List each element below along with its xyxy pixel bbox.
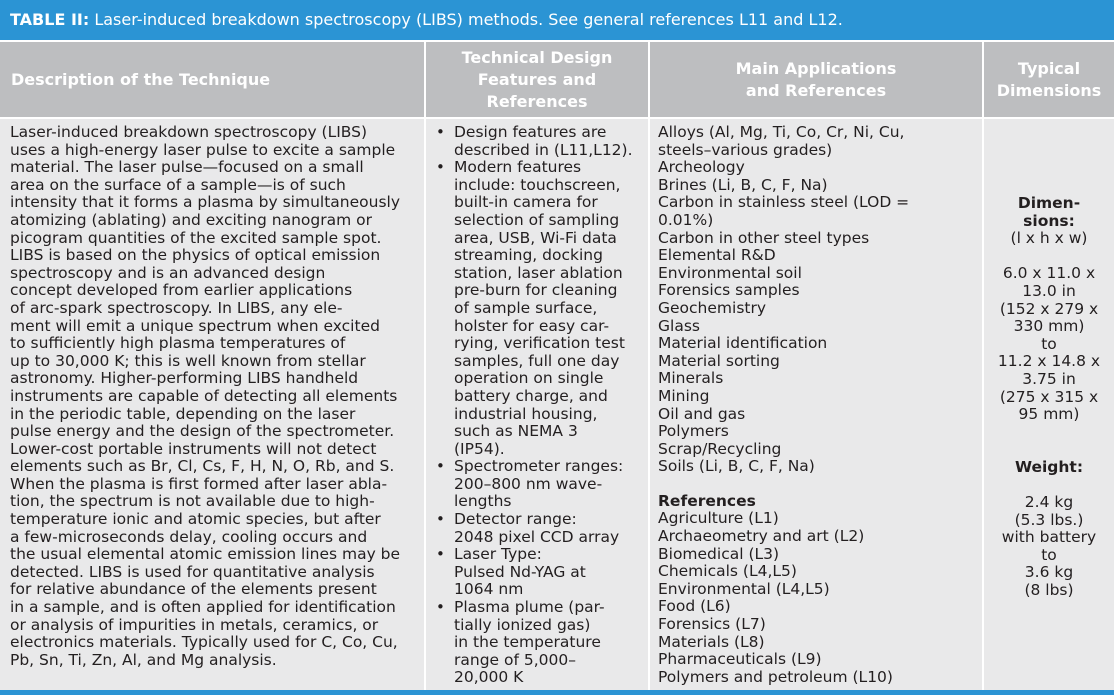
feature-line: Modern features [454,158,582,177]
weight-line: to [1041,545,1057,564]
description-line: LIBS is based on the physics of optical emission [10,246,381,265]
description-line: Laser-induced breakdown spectroscopy (LIBS) [10,123,368,141]
description-line: instruments are capable of detecting all elements [10,386,398,405]
description-line: tion, the spectrum is not available due to high- [10,492,375,511]
application-item: Material identification [658,334,828,353]
reference-item: Forensics (L7) [658,615,766,634]
feature-line: built-in camera for [454,193,598,212]
dimension-line: 95 mm) [1018,405,1080,424]
weight-line: (5.3 lbs.) [1014,510,1084,529]
application-item: steels–various grades) [658,140,833,159]
description-line: the usual elemental atomic emission lines may be [10,545,401,564]
bottom-rule [0,690,1114,695]
applications-list [658,124,978,476]
dimension-line: 13.0 in [1022,281,1076,300]
feature-line: station, laser ablation [454,263,623,282]
application-item: Carbon in stainless steel (LOD = [658,193,910,212]
description-line: or analysis of impurities in metals, ceramics, or [10,615,379,634]
dimensions-label: sions: [1023,211,1075,230]
description-line: When the plasma is first formed after laser abla- [10,474,388,493]
header-description-label: Description of the Technique [11,69,271,89]
feature-item [432,599,642,687]
application-item: Scrap/Recycling [658,439,782,458]
description-line: atomizing (ablating) and exciting nanogram or [10,210,372,229]
bullet-icon: • [436,598,445,617]
reference-item: Environmental (L4,L5) [658,579,830,598]
feature-line: Pulsed Nd-YAG at [454,562,586,581]
application-item: Oil and gas [658,404,746,423]
feature-line: area, USB, Wi-Fi data [454,228,617,247]
header-applications-line: and References [745,80,887,100]
weight-values [984,494,1114,600]
bullet-icon: • [436,457,445,476]
description-line: astronomy. Higher-performing LIBS handheld [10,369,359,388]
dimensions-cell [984,195,1114,600]
header-applications-label [736,58,897,102]
feature-line: Plasma plume (par- [454,598,605,617]
table-title-label: TABLE II: [10,10,90,29]
feature-line: selection of sampling [454,210,620,229]
bullet-icon: • [436,158,445,177]
description-line: in a sample, and is often applied for identification [10,598,396,617]
feature-line: described in (L11,L12). [454,140,633,159]
description-line: detected. LIBS is used for quantitative analysis [10,562,375,581]
dimension-line [984,248,1114,266]
feature-line: operation on single [454,369,604,388]
description-line: temperature ionic and atomic species, but after [10,510,381,529]
description-line: pulse energy and the design of the spectrometer. [10,422,395,441]
description-line: concept developed from earlier applications [10,281,353,300]
bullet-icon: • [436,123,445,141]
dimensions-label: Dimen- [1017,194,1081,212]
feature-line: pre-burn for cleaning [454,281,618,300]
feature-line: holster for easy car- [454,316,610,335]
feature-line: (IP54). [454,439,505,458]
application-item: Mining [658,386,710,405]
features-cell [432,124,642,687]
description-line: of arc-spark spectroscopy. In LIBS, any ele- [10,298,343,317]
feature-line: Detector range: [454,510,577,529]
feature-line: in the temperature [454,633,601,652]
feature-line: 20,000 K [454,668,524,687]
feature-line: 200–800 nm wave- [454,474,603,493]
description-line: picogram quantities of the excited sample spot. [10,228,382,247]
weight-line: with battery [1001,528,1097,547]
dimensions-values [984,230,1114,424]
dimension-line: (275 x 315 x [999,387,1099,406]
application-item: Polymers [658,422,729,441]
weight-line: (8 lbs) [1024,581,1074,600]
application-item: Archeology [658,158,745,177]
features-list [432,124,642,687]
description-line: area on the surface of a sample—is of such [10,175,346,194]
applications-cell [658,124,978,686]
reference-item: Chemicals (L4,L5) [658,562,797,581]
header-applications [650,42,982,117]
dimension-line: to [1041,334,1057,353]
feature-item [432,511,642,546]
application-item: Alloys (Al, Mg, Ti, Co, Cr, Ni, Cu, [658,123,905,141]
description-line: up to 30,000 K; this is well known from stellar [10,351,366,370]
application-item: Soils (Li, B, C, F, Na) [658,457,815,476]
header-technical-line: References [486,91,588,111]
weight-label: Weight: [1014,457,1084,476]
header-technical-design-label [462,47,613,113]
reference-item: Materials (L8) [658,632,765,651]
feature-line: include: touchscreen, [454,175,621,194]
header-dimensions-line: Dimensions [996,80,1102,100]
application-item: Forensics samples [658,281,800,300]
description-line: material. The laser pulse—focused on a small [10,158,364,177]
dimension-line: 330 mm) [1013,317,1085,336]
feature-line: streaming, docking [454,246,603,265]
reference-item: Archaeometry and art (L2) [658,527,865,546]
feature-line: of sample surface, [454,298,598,317]
header-description [0,42,424,117]
table-title-text: Laser-induced breakdown spectroscopy (LIBS) methods. See general references L11 and L12. [89,10,843,29]
header-dimensions [984,42,1114,117]
application-item: 0.01%) [658,210,714,229]
weight-line: 2.4 kg [1024,493,1074,512]
application-item: Elemental R&D [658,246,776,265]
reference-item: Food (L6) [658,597,731,616]
description-line: ment will emit a unique spectrum when excited [10,316,380,335]
feature-line: Design features are [454,123,607,141]
dimension-line: 3.75 in [1022,369,1076,388]
application-item: Minerals [658,369,724,388]
bullet-icon: • [436,545,445,564]
weight-line: 3.6 kg [1024,563,1074,582]
feature-line: industrial housing, [454,404,598,423]
application-item: Material sorting [658,351,780,370]
reference-item: Agriculture (L1) [658,509,779,528]
feature-line: Laser Type: [454,545,542,564]
column-divider [648,42,650,692]
references-heading: References [658,491,756,510]
description-line: uses a high-energy laser pulse to excite a sample [10,140,396,159]
dimension-line: 11.2 x 14.8 x [997,352,1101,371]
description-line: spectroscopy and is an advanced design [10,263,326,282]
table-title [0,0,1114,40]
feature-item [432,458,642,511]
description-line: to sufficiently high plasma temperatures of [10,334,346,353]
header-dimensions-line: Typical [1017,58,1081,78]
table-header [0,42,1114,117]
dimension-line: (l x h x w) [1010,229,1088,248]
feature-line: battery charge, and [454,386,608,405]
header-applications-line: Main Applications [735,58,897,78]
feature-line: tially ionized gas) [454,615,591,634]
application-item: Geochemistry [658,298,767,317]
description-line: a few-microseconds delay, cooling occurs and [10,527,368,546]
application-item: Glass [658,316,700,335]
header-dimensions-label [997,58,1102,102]
column-divider [424,42,426,692]
header-technical-line: Features and [477,69,597,89]
description-line: electronics materials. Typically used for C, Co, Cu, [10,633,398,652]
feature-item [432,546,642,599]
reference-item: Biomedical (L3) [658,544,780,563]
dimension-line: (152 x 279 x [999,299,1099,318]
feature-item [432,159,642,458]
description-line: intensity that it forms a plasma by simultaneously [10,193,400,212]
feature-line: 2048 pixel CCD array [454,527,620,546]
reference-item: Pharmaceuticals (L9) [658,650,822,669]
application-item: Environmental soil [658,263,802,282]
header-technical-design [426,42,648,117]
feature-item [432,124,642,159]
feature-line: Spectrometer ranges: [454,457,624,476]
description-line: in the periodic table, depending on the laser [10,404,356,423]
feature-line: range of 5,000– [454,650,576,669]
description-line: elements such as Br, Cl, Cs, F, H, N, O, Rb, and S. [10,457,395,476]
reference-item: Polymers and petroleum (L10) [658,667,893,686]
description-line: for relative abundance of the elements present [10,580,377,599]
description-line: Lower-cost portable instruments will not detect [10,439,377,458]
feature-line: samples, full one day [454,351,620,370]
description-cell [10,124,420,669]
header-technical-line: Technical Design [461,47,613,67]
feature-line: such as NEMA 3 [454,422,578,441]
application-item: Brines (Li, B, C, F, Na) [658,175,828,194]
feature-line: rying, verification test [454,334,625,353]
dimension-line: 6.0 x 11.0 x [1002,264,1096,283]
bullet-icon: • [436,510,445,529]
feature-line: 1064 nm [454,580,524,599]
feature-line: lengths [454,492,512,511]
application-item: Carbon in other steel types [658,228,870,247]
references-list [658,510,978,686]
description-line: Pb, Sn, Ti, Zn, Al, and Mg analysis. [10,650,277,669]
